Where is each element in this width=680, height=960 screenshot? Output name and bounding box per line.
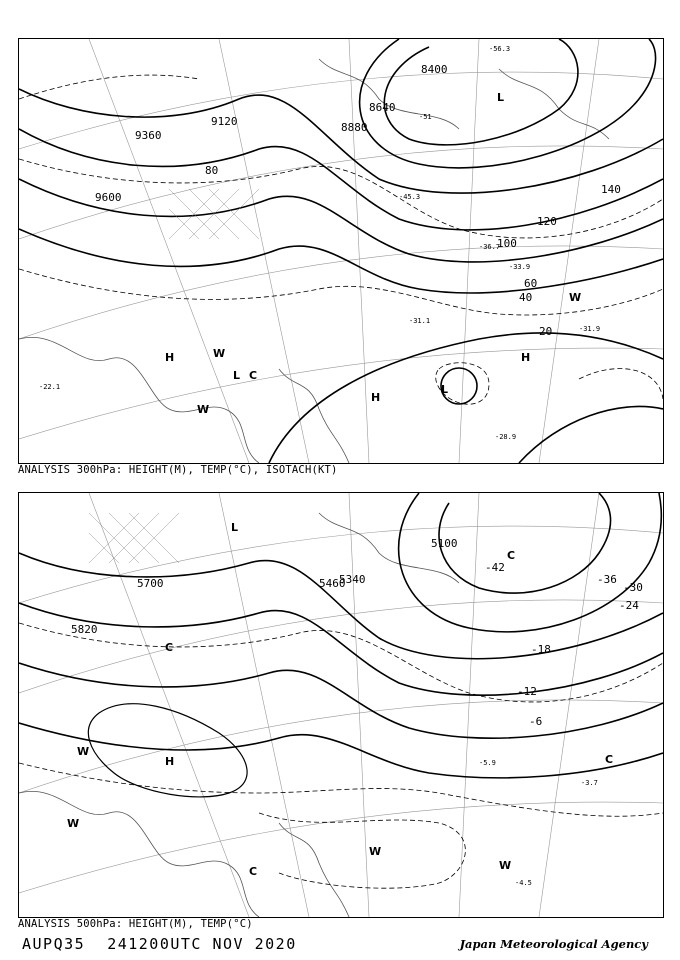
panel-caption-500hpa: ANALYSIS 500hPa: HEIGHT(M), TEMP(°C) bbox=[18, 918, 253, 930]
system-marker: H bbox=[165, 351, 175, 364]
temperature-label: -5.9 bbox=[479, 759, 496, 767]
temperature-label: -51 bbox=[419, 113, 432, 121]
temperature-label: -4.5 bbox=[515, 879, 532, 887]
coastline bbox=[19, 513, 459, 917]
system-marker: L bbox=[497, 91, 505, 104]
system-marker: L bbox=[233, 369, 241, 382]
isotach-label: 100 bbox=[497, 237, 517, 250]
temperature-label: -56.3 bbox=[489, 45, 511, 53]
system-marker: H bbox=[371, 391, 381, 404]
height-label: 9120 bbox=[211, 115, 238, 128]
temperature-label: -22.1 bbox=[39, 383, 61, 391]
system-marker: C bbox=[249, 865, 258, 878]
system-marker: C bbox=[165, 641, 174, 654]
chart-header bbox=[22, 935, 319, 953]
isotach-label: 140 bbox=[601, 183, 621, 196]
height-label: 8880 bbox=[341, 121, 368, 134]
temperature-label: -31.1 bbox=[409, 317, 431, 325]
system-marker: H bbox=[521, 351, 531, 364]
temperature-label: -24 bbox=[619, 599, 639, 612]
valid-time: 241200UTC NOV 2020 bbox=[107, 935, 297, 953]
chart-id: AUPQ35 bbox=[22, 935, 86, 953]
system-marker: C bbox=[507, 549, 516, 562]
temperature-label: -36 bbox=[597, 573, 617, 586]
isotach-label: 20 bbox=[539, 325, 553, 338]
system-marker: W bbox=[369, 845, 382, 858]
map-panel-300hpa bbox=[18, 38, 664, 464]
system-marker: H bbox=[165, 755, 175, 768]
system-marker: W bbox=[499, 859, 512, 872]
system-marker: W bbox=[569, 291, 582, 304]
temperature-label: -12 bbox=[517, 685, 537, 698]
isotach-label: 60 bbox=[524, 277, 538, 290]
map-500hpa-canvas bbox=[19, 493, 663, 917]
height-label: 5340 bbox=[339, 573, 366, 586]
hatch-area bbox=[89, 513, 179, 563]
map-panel-500hpa bbox=[18, 492, 664, 918]
height-label: 5700 bbox=[137, 577, 164, 590]
system-marker: L bbox=[231, 521, 239, 534]
temperature-label: -30 bbox=[623, 581, 643, 594]
temperature-labels bbox=[479, 561, 643, 887]
map-300hpa-canvas bbox=[19, 39, 663, 463]
height-contours bbox=[19, 39, 663, 463]
height-label: 5460 bbox=[319, 577, 346, 590]
isotach-labels bbox=[205, 164, 621, 338]
agency-credit: Japan Meteorological Agency bbox=[459, 937, 648, 951]
system-marker: W bbox=[67, 817, 80, 830]
height-labels bbox=[71, 537, 458, 636]
height-label: 8400 bbox=[421, 63, 448, 76]
height-label: 9600 bbox=[95, 191, 122, 204]
temperature-label: -28.9 bbox=[495, 433, 517, 441]
system-marker: C bbox=[605, 753, 614, 766]
isotach-label: 80 bbox=[205, 164, 219, 177]
temperature-label: -18 bbox=[531, 643, 551, 656]
system-marker: W bbox=[213, 347, 226, 360]
panel-caption-300hpa: ANALYSIS 300hPa: HEIGHT(M), TEMP(°C), ISOTACH(KT) bbox=[18, 464, 338, 476]
temperature-label: -33.9 bbox=[509, 263, 531, 271]
system-marker: L bbox=[441, 383, 449, 396]
height-label: 5820 bbox=[71, 623, 98, 636]
temperature-label: -31.9 bbox=[579, 325, 601, 333]
coastline bbox=[19, 59, 609, 463]
height-labels bbox=[95, 63, 448, 204]
temperature-label: -42 bbox=[485, 561, 505, 574]
system-marker: C bbox=[249, 369, 258, 382]
hatch-area bbox=[169, 189, 259, 239]
temperature-label: -3.7 bbox=[581, 779, 598, 787]
temperature-label: -45.3 bbox=[399, 193, 421, 201]
temperature-label: -36.7 bbox=[479, 243, 501, 251]
temperature-label: -6 bbox=[529, 715, 543, 728]
height-label: 8640 bbox=[369, 101, 396, 114]
isotach-label: 40 bbox=[519, 291, 533, 304]
isotach-label: 120 bbox=[537, 215, 557, 228]
height-contours bbox=[19, 493, 663, 778]
height-label: 5100 bbox=[431, 537, 458, 550]
system-marker: W bbox=[77, 745, 90, 758]
height-label: 9360 bbox=[135, 129, 162, 142]
system-marker: W bbox=[197, 403, 210, 416]
